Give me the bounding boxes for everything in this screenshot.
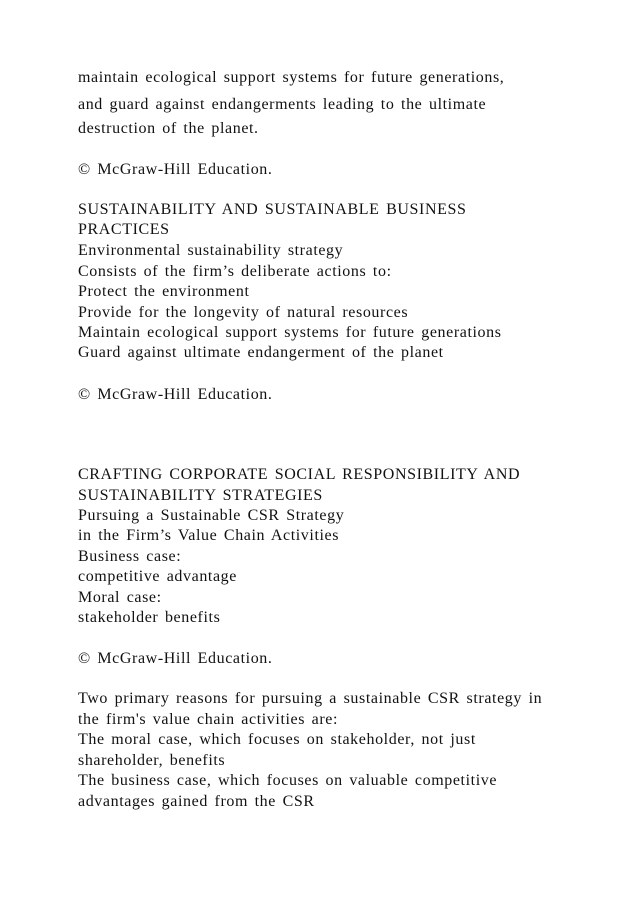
text-line: Provide for the longevity of natural resources <box>78 304 409 321</box>
section-heading: SUSTAINABILITY STRATEGIES <box>78 487 323 504</box>
copyright-line: © McGraw-Hill Education. <box>78 650 273 667</box>
text-line: Moral case: <box>78 589 162 606</box>
text-line: destruction of the planet. <box>78 120 259 137</box>
section-heading: CRAFTING CORPORATE SOCIAL RESPONSIBILITY AND <box>78 466 521 483</box>
section-heading: SUSTAINABILITY AND SUSTAINABLE BUSINESS <box>78 201 467 218</box>
text-line: Protect the environment <box>78 283 250 300</box>
copyright-line: © McGraw-Hill Education. <box>78 161 273 178</box>
text-line: in the Firm’s Value Chain Activities <box>78 527 340 544</box>
copyright-line: © McGraw-Hill Education. <box>78 386 273 403</box>
text-line: competitive advantage <box>78 568 237 585</box>
text-line: advantages gained from the CSR <box>78 793 315 810</box>
text-line: the firm's value chain activities are: <box>78 711 339 728</box>
text-line: Two primary reasons for pursuing a sustainable CSR strategy in <box>78 690 543 707</box>
text-line: stakeholder benefits <box>78 609 221 626</box>
section-heading: PRACTICES <box>78 221 170 238</box>
text-line: shareholder, benefits <box>78 752 226 769</box>
text-line: Maintain ecological support systems for future generations <box>78 324 502 341</box>
text-line: Environmental sustainability strategy <box>78 242 344 259</box>
text-line: Pursuing a Sustainable CSR Strategy <box>78 507 345 524</box>
text-line: maintain ecological support systems for future generations, <box>78 69 505 86</box>
text-line: Guard against ultimate endangerment of the planet <box>78 344 444 361</box>
text-line: Business case: <box>78 548 182 565</box>
text-line: and guard against endangerments leading to the ultimate <box>78 96 487 113</box>
text-line: The moral case, which focuses on stakeholder, not just <box>78 731 476 748</box>
text-line: The business case, which focuses on valuable competitive <box>78 772 498 789</box>
text-line: Consists of the firm’s deliberate actions to: <box>78 263 392 280</box>
